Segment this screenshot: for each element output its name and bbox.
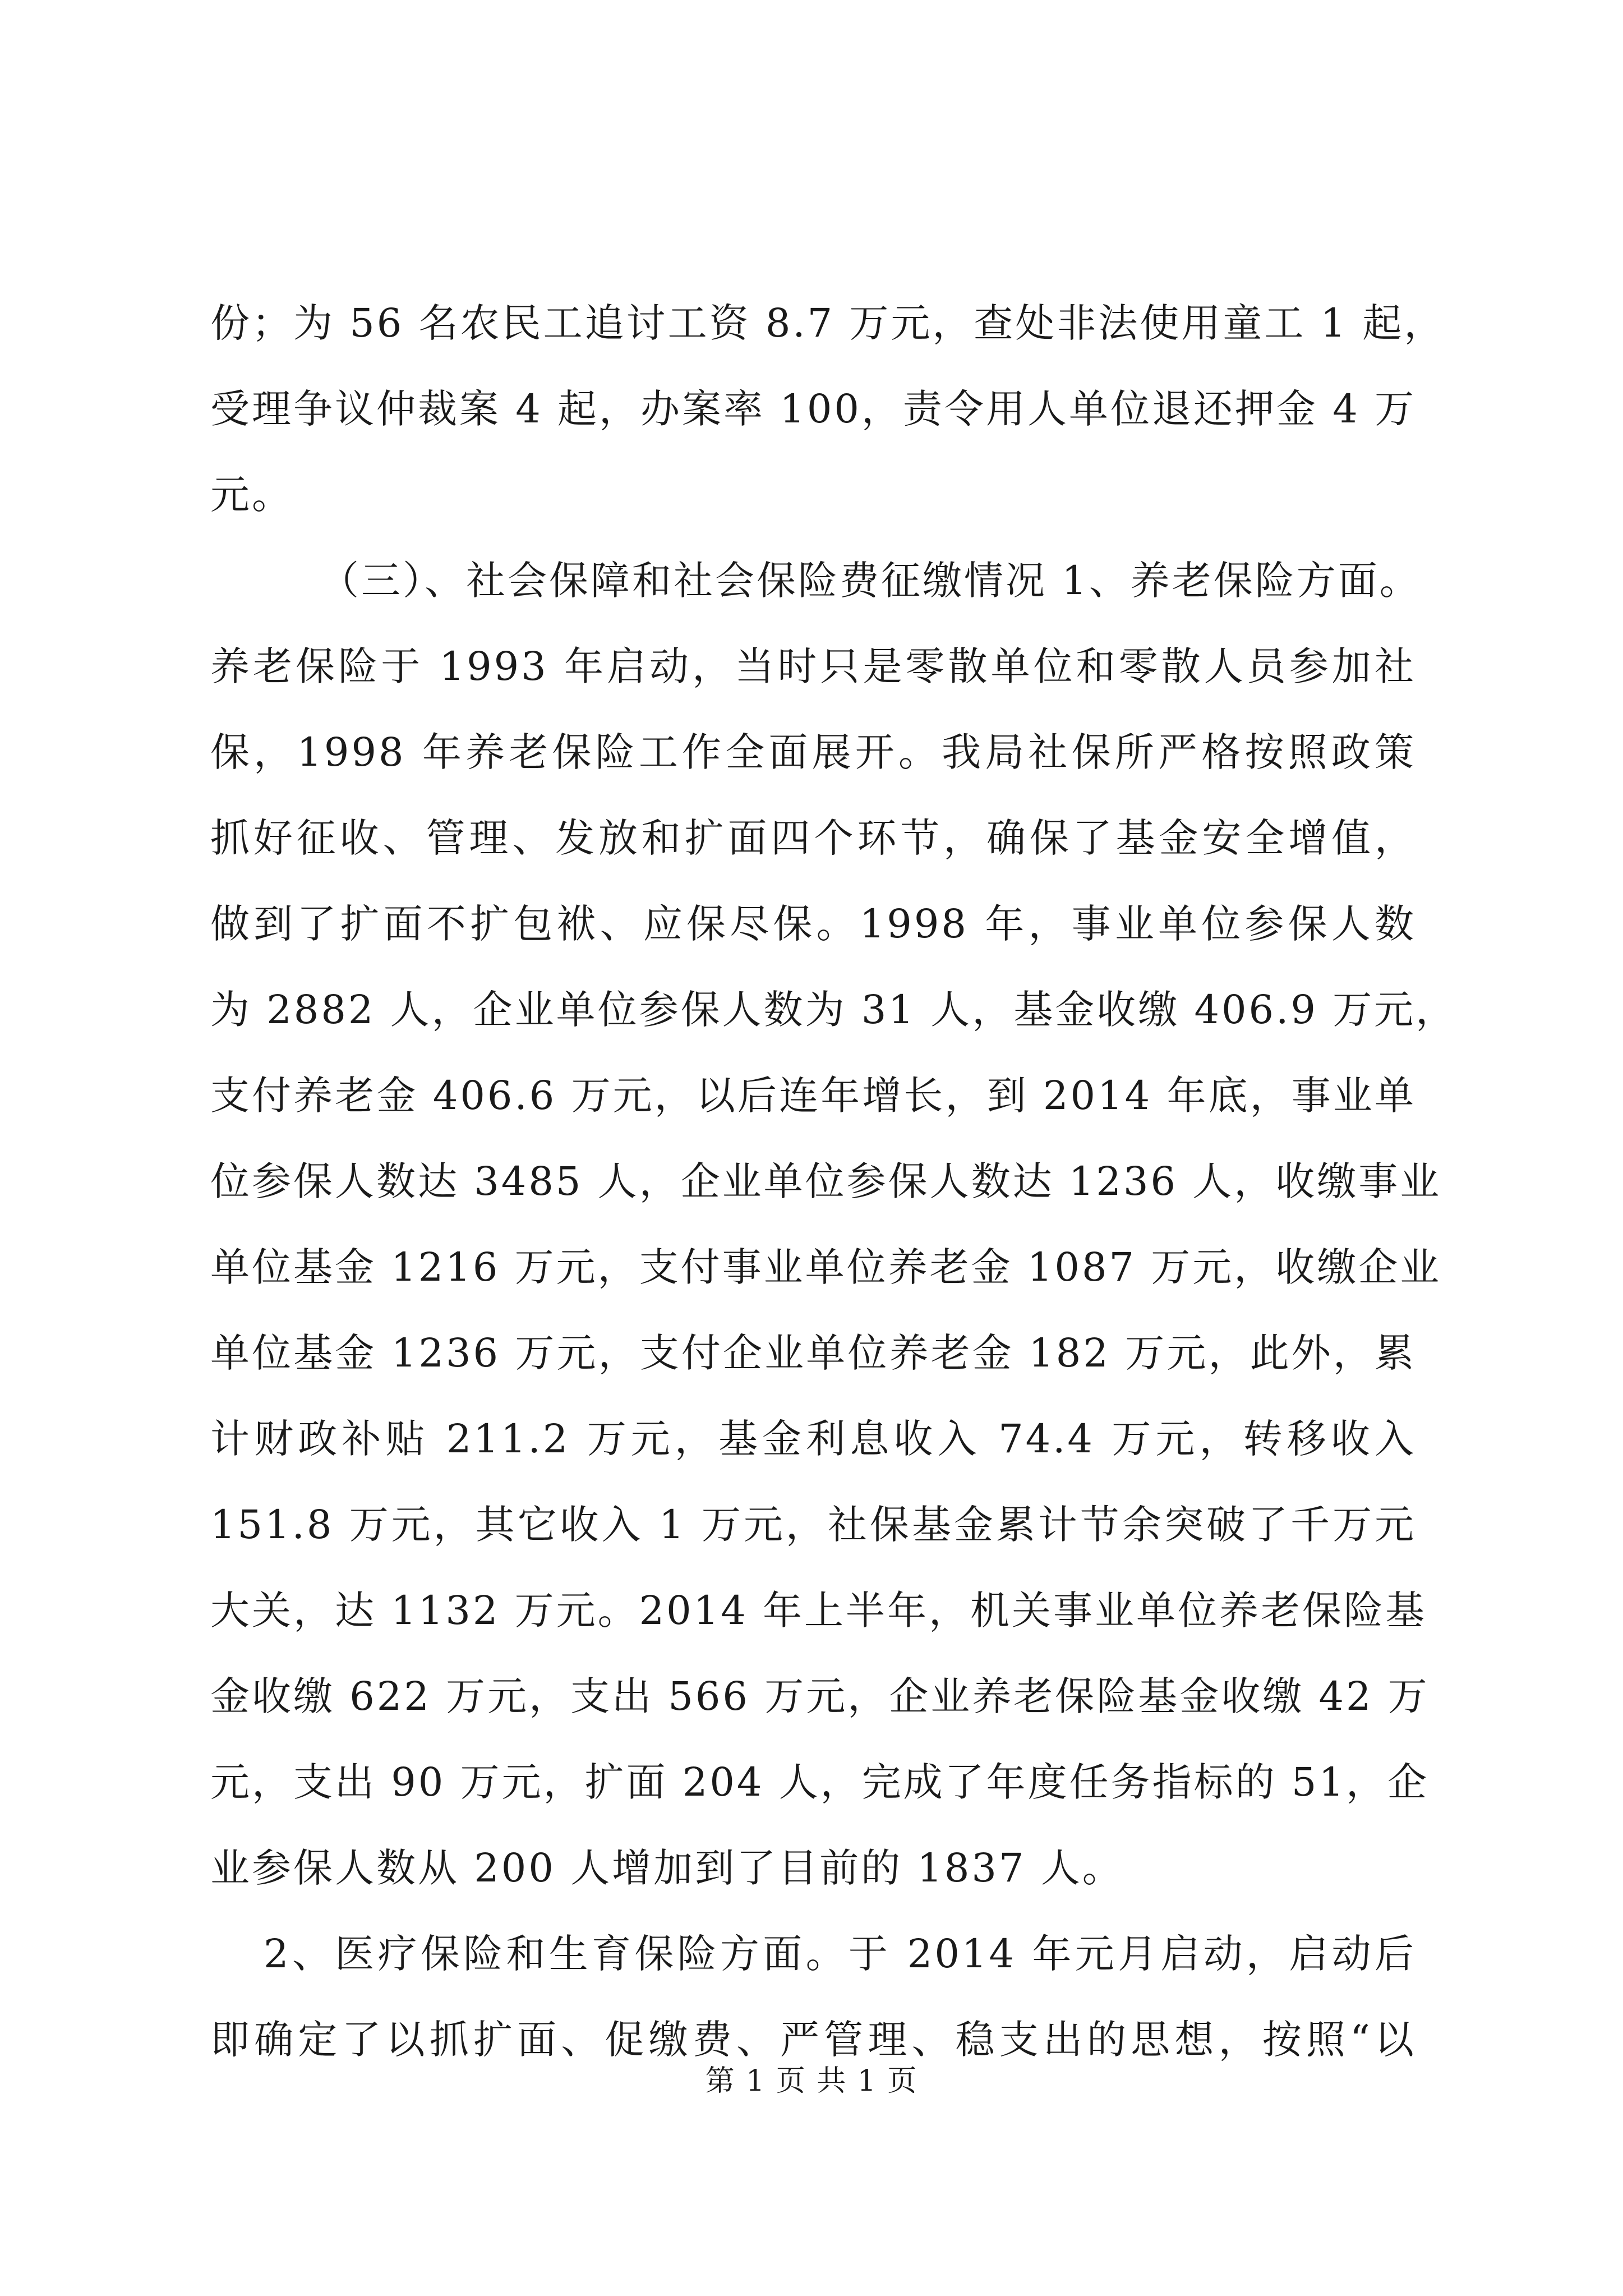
page-footer: 第 1 页 共 1 页 — [705, 2064, 918, 2098]
text-line: 支付养老金 406.6 万元，以后连年增长，到 2014 年底，事业单 — [210, 1073, 1416, 1119]
text-line: 2、医疗保险和生育保险方面。于 2014 年元月启动，启动后 — [264, 1931, 1416, 1977]
text-line: 受理争议仲裁案 4 起，办案率 100，责令用人单位退还押金 4 万 — [210, 386, 1416, 432]
text-line: 元，支出 90 万元，扩面 204 人，完成了年度任务指标的 51，企 — [210, 1759, 1430, 1805]
text-line: 抓好征收、管理、发放和扩面四个环节，确保了基金安全增值， — [210, 815, 1416, 861]
document-body — [210, 280, 1458, 2083]
text-line: 金收缴 622 万元，支出 566 万元，企业养老保险基金收缴 42 万 — [210, 1673, 1430, 1719]
text-line: 养老保险于 1993 年启动，当时只是零散单位和零散人员参加社 — [210, 643, 1416, 689]
text-line: 大关，达 1132 万元。2014 年上半年，机关事业单位养老保险基 — [210, 1588, 1427, 1634]
text-line: 保，1998 年养老保险工作全面展开。我局社保所严格按照政策 — [210, 729, 1416, 775]
text-line: 业参保人数从 200 人增加到了目前的 1837 人。 — [210, 1845, 1124, 1891]
text-line: 做到了扩面不扩包袱、应保尽保。1998 年，事业单位参保人数 — [210, 901, 1416, 947]
text-line: 单位基金 1236 万元，支付企业单位养老金 182 万元，此外，累 — [210, 1330, 1416, 1376]
text-line: 为 2882 人，企业单位参保人数为 31 人，基金收缴 406.9 万元， — [210, 987, 1458, 1033]
text-line: 元。 — [210, 472, 293, 518]
text-line: 位参保人数达 3485 人，企业单位参保人数达 1236 人，收缴事业 — [210, 1158, 1442, 1204]
text-line: 即确定了以抓扩面、促缴费、严管理、稳支出的思想，按照“以 — [210, 2017, 1416, 2063]
text-line: 份；为 56 名农民工追讨工资 8.7 万元，查处非法使用童工 1 起， — [210, 300, 1446, 346]
text-line: 单位基金 1216 万元，支付事业单位养老金 1087 万元，收缴企业 — [210, 1244, 1442, 1290]
text-line: 计财政补贴 211.2 万元，基金利息收入 74.4 万元，转移收入 — [210, 1416, 1416, 1462]
text-line: （三）、社会保障和社会保险费征缴情况 1、养老保险方面。 — [320, 558, 1421, 604]
text-line: 151.8 万元，其它收入 1 万元，社保基金累计节余突破了千万元 — [210, 1502, 1416, 1548]
